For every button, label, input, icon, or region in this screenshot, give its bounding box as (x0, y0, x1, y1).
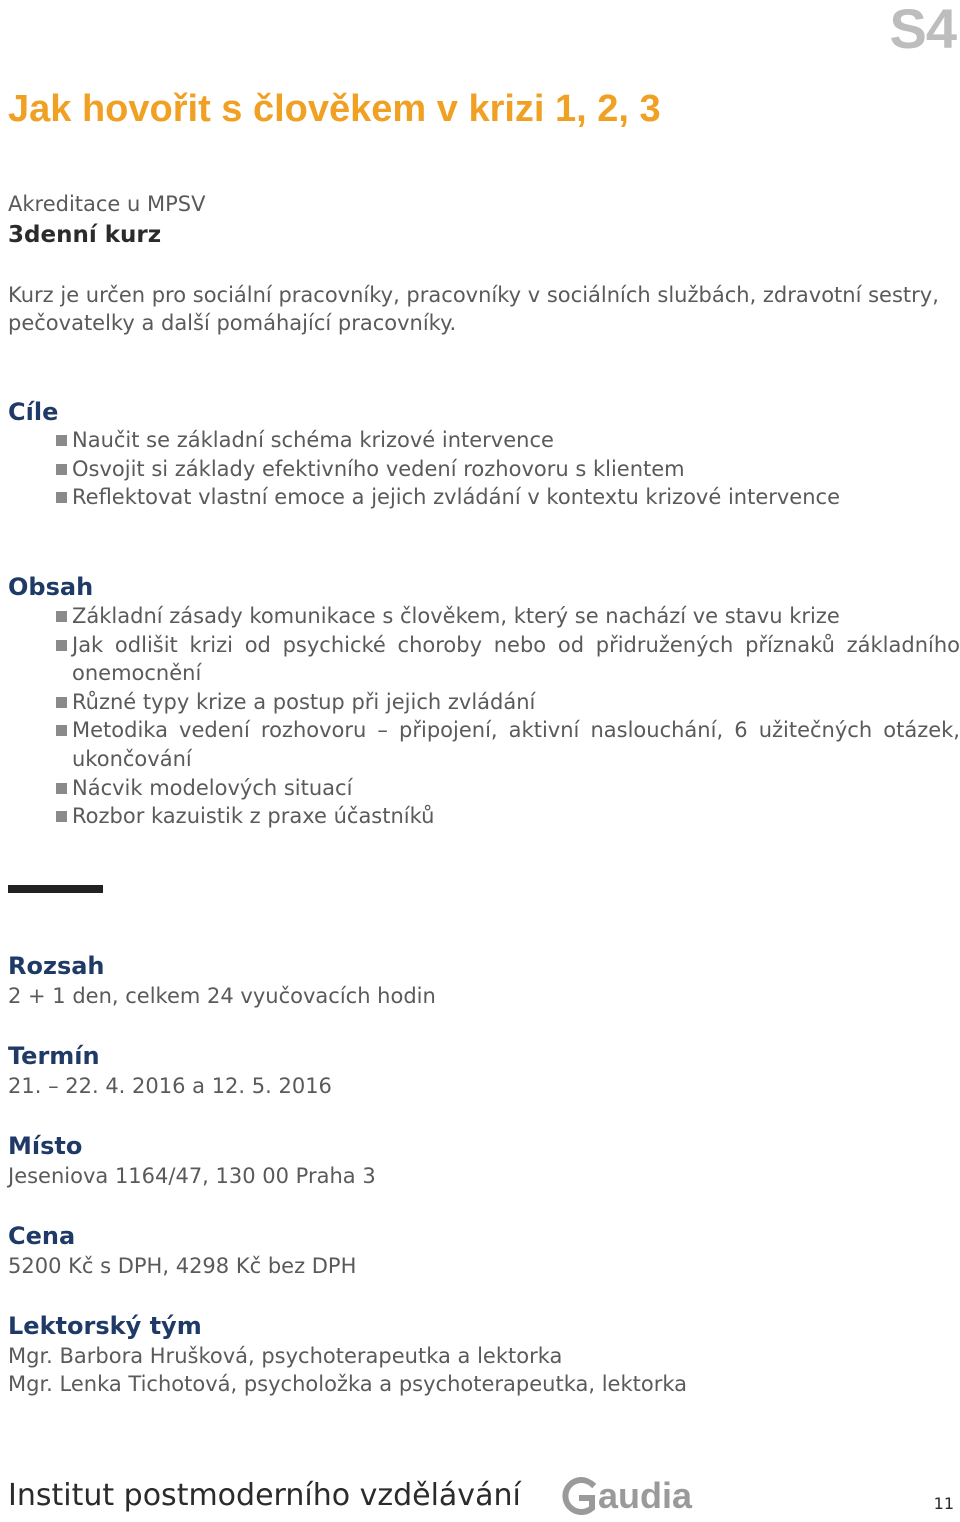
price-value: 5200 Kč s DPH, 4298 Kč bez DPH (8, 1254, 357, 1278)
intro-paragraph: Kurz je určen pro sociální pracovníky, pracovníky v sociálních službách, zdravotní sestry, pečovatelky a další pomáhající pracovníky. (8, 283, 939, 335)
price-heading: Cena (8, 1222, 76, 1250)
date-heading: Termín (8, 1042, 100, 1070)
bullet-square-icon (56, 811, 67, 822)
date-value: 21. – 22. 4. 2016 a 12. 5. 2016 (8, 1074, 332, 1098)
list-item: Základní zásady komunikace s člověkem, který se nachází ve stavu krize (0, 602, 960, 631)
page-code: S4 (889, 0, 956, 60)
bullet-square-icon (56, 783, 67, 794)
page-number: 11 (933, 1494, 954, 1513)
bullet-square-icon (56, 435, 67, 446)
bullet-square-icon (56, 464, 67, 475)
accreditation-label: Akreditace u MPSV (8, 192, 206, 216)
goals-heading: Cíle (8, 398, 59, 426)
scope-value: 2 + 1 den, celkem 24 vyučovacích hodin (8, 984, 436, 1008)
place-value: Jeseniova 1164/47, 130 00 Praha 3 (8, 1164, 376, 1188)
bullet-square-icon (56, 697, 67, 708)
svg-text:audia: audia (598, 1475, 693, 1516)
bullet-square-icon (56, 492, 67, 503)
list-item: Metodika vedení rozhovoru – připojení, aktivní naslouchání, 6 užitečných otázek, ukončování (0, 716, 960, 773)
list-item: Jak odlišit krizi od psychické choroby nebo od přidružených příznaků základního onemocnění (0, 631, 960, 688)
list-item: Naučit se základní schéma krizové intervence (0, 426, 950, 455)
lecturers-heading: Lektorský tým (8, 1312, 202, 1340)
section-divider (8, 885, 103, 893)
list-item: Rozbor kazuistik z praxe účastníků (0, 802, 960, 831)
course-title: Jak hovořit s člověkem v krizi 1, 2, 3 (8, 88, 661, 130)
gaudia-logo-icon (562, 1472, 707, 1518)
list-item: Nácvik modelových situací (0, 774, 960, 803)
gaudia-logo (562, 1472, 707, 1522)
lecturer-2: Mgr. Lenka Tichotová, psycholožka a psychoterapeutka, lektorka (8, 1372, 687, 1396)
institute-name: Institut postmoderního vzdělávání (8, 1478, 521, 1513)
place-heading: Místo (8, 1132, 83, 1160)
scope-heading: Rozsah (8, 952, 105, 980)
content-list (0, 602, 960, 831)
bullet-square-icon (56, 725, 67, 736)
bullet-square-icon (56, 640, 67, 651)
list-item: Reflektovat vlastní emoce a jejich zvládání v kontextu krizové intervence (0, 483, 950, 512)
goals-list (0, 426, 950, 512)
course-length: 3denní kurz (8, 222, 162, 248)
list-item: Různé typy krize a postup při jejich zvládání (0, 688, 960, 717)
bullet-square-icon (56, 611, 67, 622)
lecturer-1: Mgr. Barbora Hrušková, psychoterapeutka a lektorka (8, 1344, 563, 1368)
content-heading: Obsah (8, 573, 94, 601)
list-item: Osvojit si základy efektivního vedení rozhovoru s klientem (0, 455, 950, 484)
